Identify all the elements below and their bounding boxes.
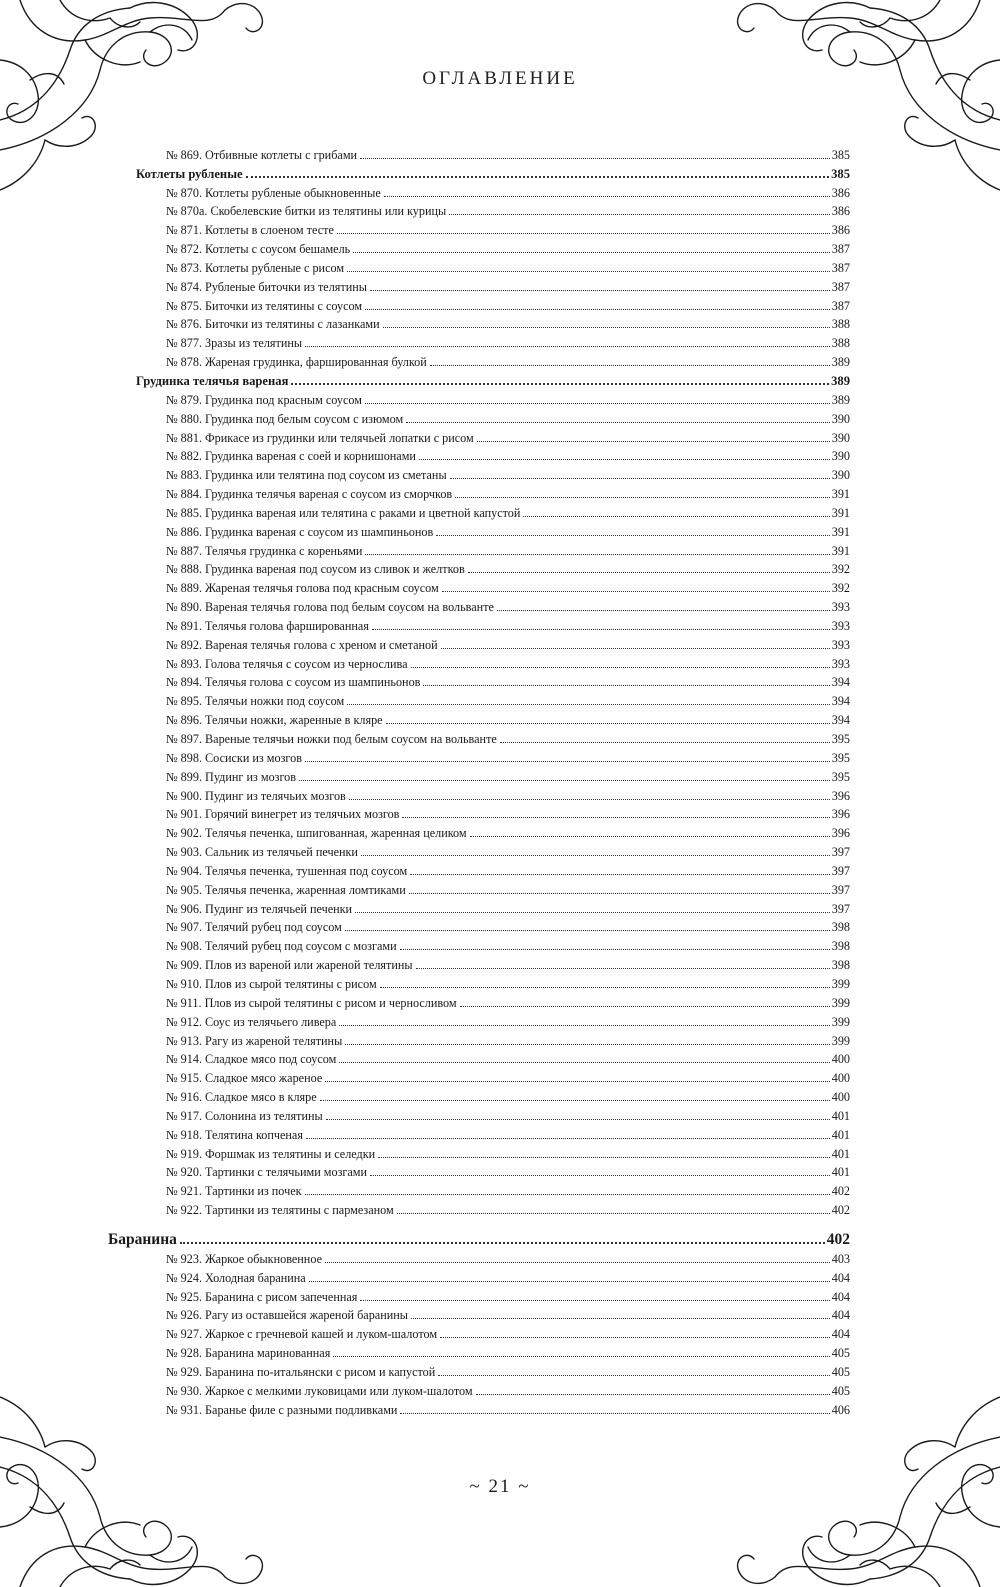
toc-entry-title: № 879. Грудинка под красным соусом [166,392,362,407]
toc-entry-title: № 920. Тартинки с телячьими мозгами [166,1165,368,1180]
dot-leader [383,326,830,328]
toc-entry [108,1379,850,1398]
toc-entry-title: № 915. Сладкое мясо жареное [166,1071,323,1086]
toc-entry-title: № 889. Жареная телячья голова под красным соусом [166,581,439,596]
toc-section-heading [108,369,850,388]
toc-entry [108,953,850,972]
dot-leader [441,647,830,649]
toc-entry-title: № 912. Соус из телячьего ливера [166,1014,337,1029]
toc-entry-page: 401 [831,1165,850,1180]
dot-leader [430,364,830,366]
dot-leader [365,402,830,404]
toc-entry-page: 386 [831,204,850,219]
toc-entry-page: 405 [831,1365,850,1379]
dot-leader [470,835,830,837]
toc-entry-page: 390 [831,449,850,464]
toc-entry-title: № 914. Сладкое мясо под соусом [166,1052,337,1067]
toc-entry [108,482,850,501]
toc-entry [108,445,850,464]
toc-entry-page: 390 [831,411,850,426]
toc-entry [108,1398,850,1417]
toc-entry-page: 397 [831,901,850,916]
toc-entry-page: 388 [831,317,850,332]
toc-entry-page: 390 [831,468,850,483]
toc-entry-page: 396 [831,826,850,841]
toc-entry-page: 391 [831,505,850,520]
dot-leader [406,421,830,423]
dot-leader [400,948,830,950]
toc-entry [108,313,850,332]
toc-entry [108,972,850,991]
toc-entry-title: № 896. Телячьи ножки, жаренные в кляре [166,713,383,728]
toc-entry [108,1066,850,1085]
dot-leader [400,1412,829,1414]
toc-entry [108,991,850,1010]
dot-leader [365,308,830,310]
toc-entry-page: 393 [831,600,850,615]
toc-entry-title: № 871. Котлеты в слоеном тесте [166,223,334,238]
toc-entry-title: № 892. Вареная телячья голова с хреном и сметаной [166,637,438,652]
dot-leader [423,684,829,686]
toc-entry-page: 404 [831,1289,850,1304]
toc-entry-title: № 918. Телятина копченая [166,1127,303,1142]
toc-entry-page: 397 [831,863,850,878]
toc-entry-page: 402 [831,1184,850,1199]
toc-entry [108,1048,850,1067]
toc-entry-page: 391 [831,524,850,539]
toc-entry-page: 395 [831,750,850,765]
dot-leader [305,760,830,762]
toc-entry [108,840,850,859]
toc-entry-title: № 898. Сосиски из мозгов [166,750,302,765]
toc-entry [108,1179,850,1198]
toc-entry [108,1142,850,1161]
toc-entry-title: № 926. Рагу из оставшейся жареной баранины [166,1308,408,1323]
dot-leader [384,195,830,197]
toc-entry-title: № 900. Пудинг из телячьих мозгов [166,788,346,803]
toc-entry-title: № 891. Телячья голова фаршированная [166,618,369,633]
toc-entry-page: 387 [831,260,850,275]
toc-entry [108,520,850,539]
toc-entry-title: № 886. Грудинка вареная с соусом из шампиньонов [166,524,434,539]
dot-leader [460,1005,830,1007]
toc-entry-title: № 922. Тартинки из телятины с пармезаном [166,1203,394,1218]
toc-entry [108,218,850,237]
dot-leader [438,1374,829,1376]
dot-leader [337,232,830,234]
toc-entry-page: 392 [831,581,850,596]
toc-entry-page: 395 [831,732,850,746]
dot-leader [409,892,830,894]
toc-entry-page: 402 [831,1203,850,1218]
toc-entry [108,1104,850,1123]
dot-leader [402,816,829,818]
dot-leader [333,1355,829,1357]
toc-entry-page: 398 [831,958,850,973]
toc-entry-title: № 903. Сальник из телячьей печенки [166,845,358,860]
toc-entry [108,200,850,219]
toc-entry-title: № 917. Солонина из телятины [166,1108,323,1123]
toc-entry-page: 406 [831,1402,850,1417]
toc-entry-page: 397 [831,845,850,860]
dot-leader [339,1024,829,1026]
dot-leader [325,1261,830,1263]
dot-leader [305,1193,830,1195]
toc-entry-page: 400 [831,1052,850,1067]
toc-entry-title: № 893. Голова телячья с соусом из чернослива [166,656,408,671]
dot-leader [449,213,830,215]
toc-entry-title: № 890. Вареная телячья голова под белым соусом на вольванте [166,600,494,615]
dot-leader [347,270,830,272]
dot-leader [370,1174,830,1176]
toc-entry-page: 386 [831,223,850,238]
toc-entry-title: № 875. Биточки из телятины с соусом [166,298,363,313]
toc-entry [108,614,850,633]
toc-part-heading [108,1225,850,1247]
toc-entry [108,746,850,765]
toc-entry-title: № 888. Грудинка вареная под соусом из сливок и желтков [166,562,465,577]
toc-entry-title: № 911. Плов из сырой телятины с рисом и черносливом [166,995,457,1010]
toc-entry [108,558,850,577]
dot-leader [360,157,830,159]
toc-entry [108,595,850,614]
toc-entry [108,1085,850,1104]
dot-leader [360,1299,829,1301]
toc-entry-page: 388 [831,336,850,351]
dot-leader [468,571,830,573]
toc-entry-page: 401 [831,1108,850,1123]
toc-entry-title: № 916. Сладкое мясо в кляре [166,1090,317,1105]
dot-leader [246,175,829,178]
dot-leader [450,477,830,479]
dot-leader [411,666,830,668]
toc-entry-page: 395 [831,769,850,784]
toc-entry [108,350,850,369]
toc-entry-title: № 884. Грудинка телячья вареная с соусом из сморчков [166,487,453,502]
toc-entry [108,143,850,162]
dot-leader [378,1156,830,1158]
dot-leader [309,1280,830,1282]
toc-entry-title: № 881. Фрикасе из грудинки или телячьей лопатки с рисом [166,430,474,445]
toc-entry-title: № 909. Плов из вареной или жареной телятины [166,958,413,973]
toc-entry-title: Баранина [108,1231,177,1249]
toc-entry [108,1304,850,1323]
toc-entry-title: № 910. Плов из сырой телятины с рисом [166,976,377,991]
toc-entry-page: 391 [831,543,850,558]
toc-entry-page: 393 [831,618,850,633]
toc-entry [108,539,850,558]
toc-entry-page: 394 [831,675,850,690]
toc-entry [108,1322,850,1341]
dot-leader [339,1061,829,1063]
toc-entry [108,727,850,746]
toc-entry [108,407,850,426]
toc-entry [108,1247,850,1266]
toc-entry [108,1266,850,1285]
dot-leader [416,967,830,969]
toc-entry-page: 391 [831,487,850,502]
toc-entry-page: 399 [831,1014,850,1029]
toc-entry-title: № 869. Отбивные котлеты с грибами [166,147,358,162]
toc-entry-title: № 880. Грудинка под белым соусом с изюмом [166,411,404,426]
toc-entry-page: 387 [831,279,850,294]
toc-entry-page: 400 [831,1071,850,1086]
toc-entry-page: 396 [831,788,850,803]
toc-entry [108,275,850,294]
toc-entry-title: № 930. Жаркое с мелкими луковицами или луком-шалотом [166,1383,473,1398]
dot-leader [180,1241,825,1244]
toc-entry-title: № 877. Зразы из телятины [166,336,303,351]
dot-leader [370,289,830,291]
dot-leader [397,1212,830,1214]
toc-entry-page: 389 [831,392,850,407]
toc-entry-page: 404 [831,1308,850,1323]
toc-entry [108,1341,850,1360]
dot-leader [345,1043,829,1045]
dot-leader [380,986,830,988]
toc-entry [108,294,850,313]
toc-entry [108,256,850,275]
toc-section-heading [108,162,850,181]
toc-entry [108,689,850,708]
toc-entry-page: 401 [831,1146,850,1161]
dot-leader [500,741,830,743]
toc-entry-title: № 878. Жареная грудинка, фаршированная булкой [166,355,427,370]
dot-leader [440,1336,830,1338]
toc-entry [108,1029,850,1048]
toc-entry-title: № 919. Форшмак из телятины и селедки [166,1146,376,1161]
toc-entry-title: № 899. Пудинг из мозгов [166,769,297,784]
dot-leader [497,609,830,611]
toc-entry [108,633,850,652]
dot-leader [477,440,830,442]
toc-entry-page: 403 [831,1251,850,1266]
dot-leader [523,515,829,517]
toc-entry-page: 399 [831,1033,850,1048]
toc-entry [108,237,850,256]
toc-entry-title: № 925. Баранина с рисом запеченная [166,1289,358,1304]
dot-leader [353,251,830,253]
toc-entry-title: № 913. Рагу из жареной телятины [166,1033,343,1048]
toc-entry-title: № 870. Котлеты рубленые обыкновенные [166,185,381,200]
dot-leader [355,911,830,913]
toc-entry [108,426,850,445]
toc-entry-title: № 882. Грудинка вареная с соей и корнишонами [166,449,416,464]
toc-entry [108,501,850,520]
toc-entry-page: 405 [831,1383,850,1398]
toc-entry-page: 390 [831,430,850,445]
toc-entry-title: Котлеты рубленые [136,166,243,181]
toc-entry-title: № 885. Грудинка вареная или телятина с раками и цветной капустой [166,505,521,520]
toc-entry-title: № 904. Телячья печенка, тушенная под соусом [166,863,408,878]
dot-leader [347,703,829,705]
toc-entry-title: № 873. Котлеты рубленые с рисом [166,260,345,275]
page-number: ~ 21 ~ [469,1476,531,1497]
toc-entry-title: Грудинка телячья вареная [136,373,289,388]
toc-entry-title: № 883. Грудинка или телятина под соусом из сметаны [166,468,447,483]
toc-entry-title: № 927. Жаркое с гречневой кашей и луком-шалотом [166,1327,438,1342]
toc-entry [108,1360,850,1379]
toc-entry [108,916,850,935]
toc-entry-title: № 874. Рубленые биточки из телятины [166,279,367,294]
dot-leader [365,553,829,555]
dot-leader [386,722,830,724]
dot-leader [372,628,830,630]
toc-entry [108,1010,850,1029]
toc-entry-page: 405 [831,1346,850,1361]
toc-entry-page: 386 [831,185,850,200]
toc-entry [108,708,850,727]
toc-entry [108,1285,850,1304]
dot-leader [455,496,830,498]
dot-leader [411,1317,830,1319]
toc-entry-page: 401 [831,1127,850,1142]
toc-entry-title: № 876. Биточки из телятины с лазанками [166,317,380,332]
toc-entry-page: 389 [831,355,850,370]
dot-leader [349,798,830,800]
dot-leader [436,534,830,536]
page-title: ОГЛАВЛЕНИЕ [422,68,578,89]
toc-entry-page: 387 [831,242,850,257]
toc-entry-page: 397 [831,882,850,897]
toc-entry [108,576,850,595]
toc-entry-page: 400 [831,1090,850,1105]
toc-entry-title: № 905. Телячья печенка, жаренная ломтиками [166,882,406,897]
toc-entry-page: 385 [831,147,850,162]
toc-entry-title: № 894. Телячья голова с соусом из шампиньонов [166,675,421,690]
dot-leader [291,382,829,385]
toc-entry [108,652,850,671]
toc-entry-title: № 895. Телячьи ножки под соусом [166,694,345,709]
dot-leader [345,929,830,931]
toc-entry-page: 398 [831,920,850,935]
toc-entry-title: № 907. Телячий рубец под соусом [166,920,342,935]
toc-entry-title: № 902. Телячья печенка, шпигованная, жаренная целиком [166,826,467,841]
toc-entry [108,878,850,897]
toc-entry-title: № 924. Холодная баранина [166,1270,306,1285]
toc-entry [108,388,850,407]
toc-entry-page: 393 [831,637,850,652]
toc-entry-page: 396 [831,807,850,822]
toc-entry-page: 392 [831,562,850,577]
toc-entry [108,784,850,803]
toc-entry [108,803,850,822]
toc-entry-page: 399 [831,976,850,991]
toc-entry [108,1123,850,1142]
toc-entry [108,181,850,200]
toc-entry-title: № 897. Вареные телячьи ножки под белым соусом на вольванте [166,732,497,746]
toc-entry-title: № 929. Баранина по-итальянски с рисом и капустой [166,1365,436,1379]
table-of-contents [108,143,850,1417]
toc-entry-page: 402 [826,1231,850,1249]
toc-entry-title: № 921. Тартинки из почек [166,1184,302,1199]
toc-entry-title: № 872. Котлеты с соусом бешамель [166,242,351,257]
toc-entry [108,934,850,953]
dot-leader [442,590,830,592]
toc-entry [108,331,850,350]
dot-leader [410,873,830,875]
toc-entry-title: № 906. Пудинг из телячьей печенки [166,901,353,916]
dot-leader [419,458,830,460]
toc-entry-page: 399 [831,995,850,1010]
toc-entry [108,1198,850,1217]
dot-leader [306,1137,830,1139]
toc-entry [108,765,850,784]
toc-entry-page: 393 [831,656,850,671]
toc-entry-page: 389 [831,373,850,388]
toc-entry [108,859,850,878]
toc-entry-page: 394 [831,713,850,728]
dot-leader [305,345,830,347]
toc-entry-title: № 928. Баранина маринованная [166,1346,331,1361]
toc-entry [108,821,850,840]
dot-leader [476,1393,830,1395]
dot-leader [326,1118,830,1120]
toc-entry-title: № 887. Телячья грудинка с кореньями [166,543,363,558]
toc-entry-title: № 931. Баранье филе с разными подливками [166,1402,398,1417]
dot-leader [325,1080,829,1082]
dot-leader [299,779,830,781]
toc-entry-page: 404 [831,1270,850,1285]
toc-entry-title: № 908. Телячий рубец под соусом с мозгами [166,939,397,954]
dot-leader [361,854,830,856]
toc-entry-page: 387 [831,298,850,313]
toc-entry [108,1161,850,1180]
toc-entry-title: № 901. Горячий винегрет из телячьих мозгов [166,807,400,822]
toc-entry-page: 398 [831,939,850,954]
toc-entry-title: № 923. Жаркое обыкновенное [166,1251,322,1266]
toc-entry-page: 404 [831,1327,850,1342]
toc-entry-page: 385 [831,166,850,181]
toc-entry-page: 394 [831,694,850,709]
dot-leader [320,1099,830,1101]
toc-entry [108,897,850,916]
toc-entry-title: № 870а. Скобелевские битки из телятины или курицы [166,204,447,219]
toc-entry [108,671,850,690]
toc-entry [108,463,850,482]
